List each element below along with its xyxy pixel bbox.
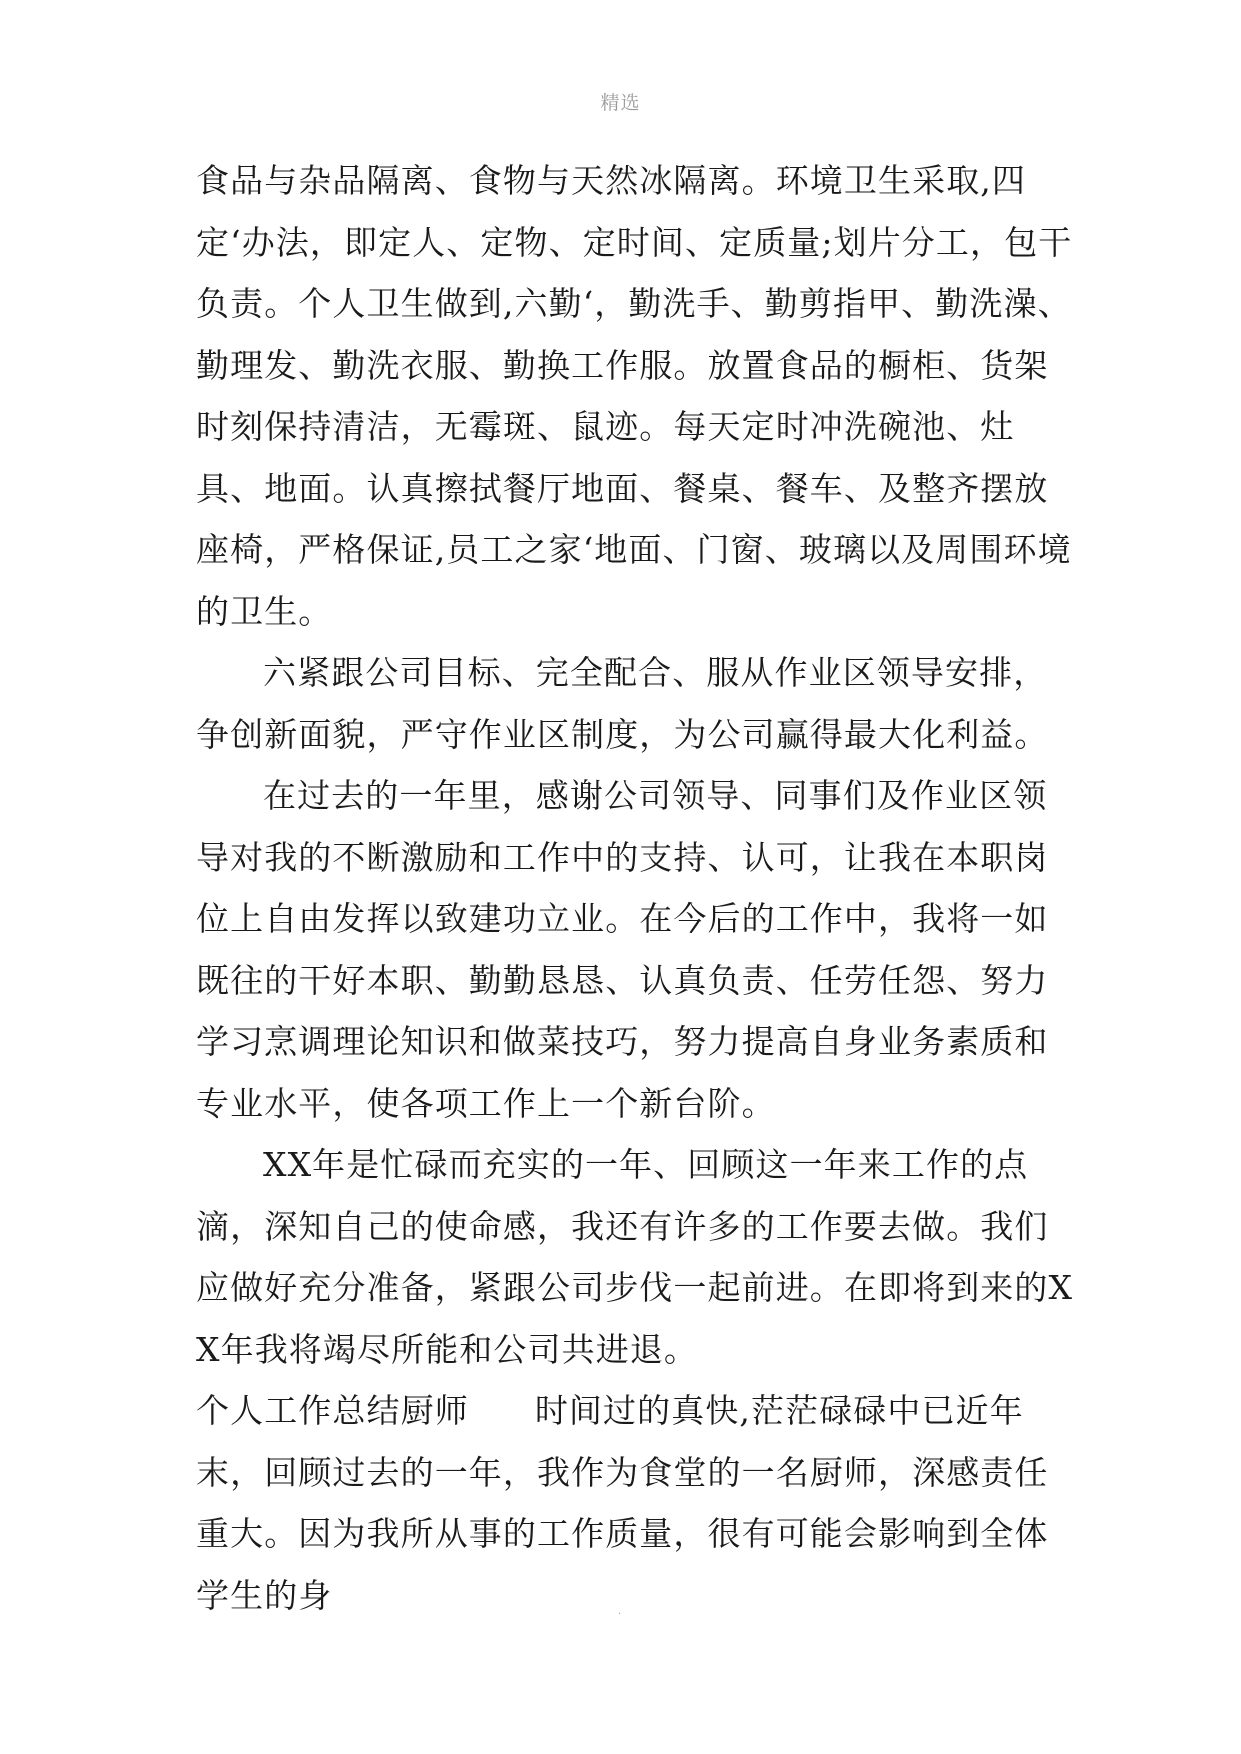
document-body — [196, 150, 1076, 1626]
paragraph-hygiene: 食品与杂品隔离、食物与天然冰隔离。环境卫生采取,四定‘办法，即定人、定物、定时间、定质量;划片分工，包干负责。个人卫生做到,六勤‘，勤洗手、勤剪指甲、勤洗澡、勤理发、勤洗衣服、勤换工作服。放置食品的橱柜、货架时刻保持清洁，无霉斑、鼠迹。每天定时冲洗碗池、灶具、地面。认真擦拭餐厅地面、餐桌、餐车、及整齐摆放座椅，严格保证,员工之家‘地面、门窗、玻璃以及周围环境的卫生。 — [196, 161, 1073, 631]
page-header: 精选 — [600, 92, 641, 114]
section-heading: 个人工作总结厨师 — [196, 1391, 469, 1430]
paragraph-year-review: XX年是忙碌而充实的一年、回顾这一年来工作的点滴，深知自己的使命感，我还有许多的工作要去做。我们应做好充分准备，紧跟公司步伐一起前进。在即将到来的XX年我将竭尽所能和公司共进退。 — [196, 1145, 1074, 1369]
footer-mark: . — [618, 1606, 622, 1617]
paragraph-company-goals: 六紧跟公司目标、完全配合、服从作业区领导安排，争创新面貌，严守作业区制度，为公司赢得最大化利益。 — [196, 653, 1049, 754]
section-text: 时间过的真快,茫茫碌碌中已近年末，回顾过去的一年，我作为食堂的一名厨师，深感责任重大。因为我所从事的工作质量，很有可能会影响到全体学生的身 — [196, 1391, 1049, 1615]
paragraph-gratitude: 在过去的一年里，感谢公司领导、同事们及作业区领导对我的不断激励和工作中的支持、认可，让我在本职岗位上自由发挥以致建功立业。在今后的工作中，我将一如既往的干好本职、勤勤恳恳、认真负责、任劳任怨、努力学习烹调理论知识和做菜技巧，努力提高自身业务素质和专业水平，使各项工作上一个新台阶。 — [196, 776, 1049, 1123]
section-chef-summary — [196, 1380, 1076, 1626]
